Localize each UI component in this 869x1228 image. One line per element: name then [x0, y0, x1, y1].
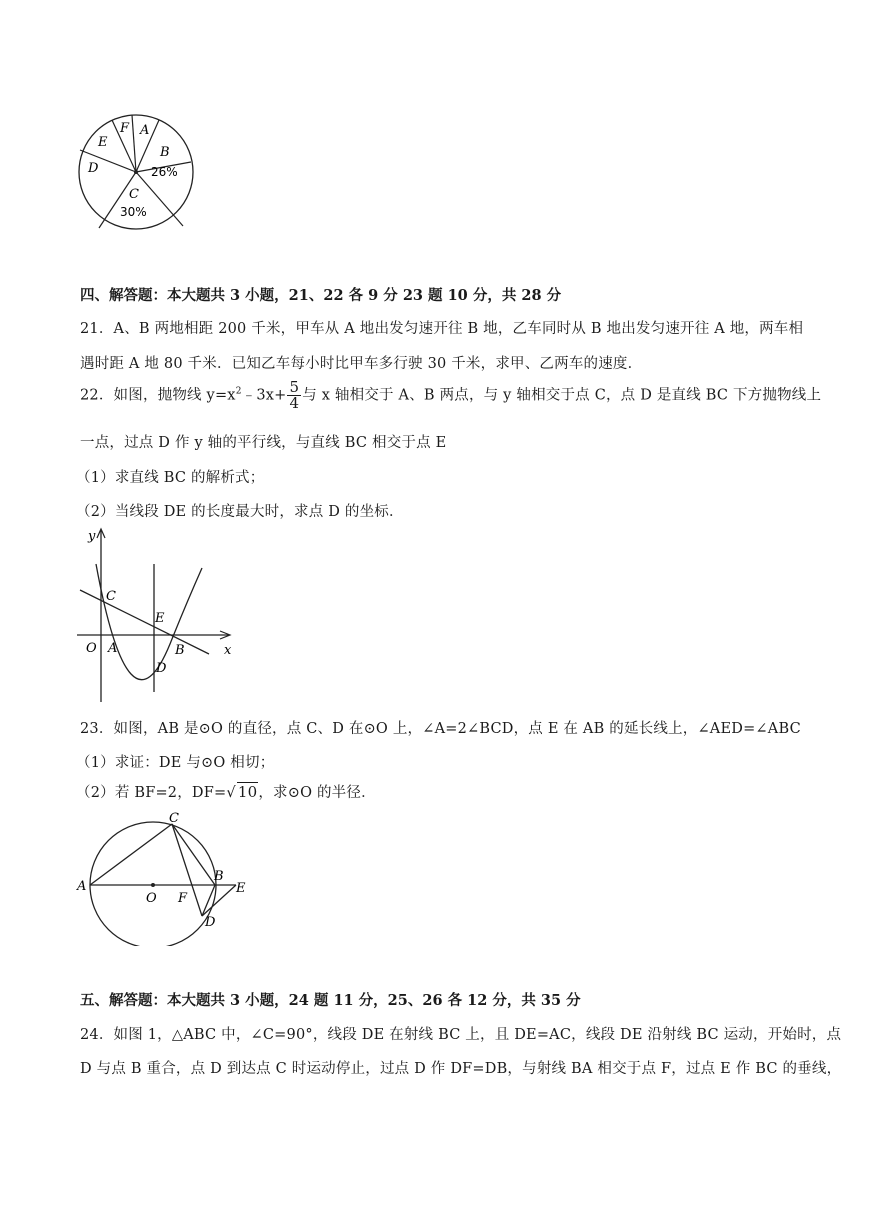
q22-mid: ﹣3x+ [241, 387, 287, 404]
pie-label-e: E [98, 135, 108, 150]
parabola-label-b: B [175, 643, 185, 658]
section5-heading: 五、解答题：本大题共 3 小题，24 题 11 分，25、26 各 12 分，共 35 分 [80, 992, 581, 1009]
q23-part2-post: ，求⊙O 的半径． [258, 785, 376, 801]
parabola-label-e: E [155, 611, 165, 626]
pie-figure [70, 110, 200, 235]
q22-part1: （1）求直线 BC 的解析式； [76, 470, 265, 486]
q22-sup: 2 [235, 386, 242, 397]
q23-part2: （2）若 BF=2，DF=√ 10，求⊙O 的半径． [76, 783, 376, 801]
q24-line1: 24．如图 1，△ABC 中，∠C=90°，线段 DE 在射线 BC 上，且 DE=AC，线段 DE 沿射线 BC 运动，开始时，点 [80, 1027, 842, 1043]
circle-label-c: C [169, 811, 179, 826]
circle-label-f: F [178, 891, 188, 906]
pie-label-a: A [140, 123, 150, 138]
pie-label-f: F [120, 121, 130, 136]
parabola-label-d: D [156, 661, 167, 676]
circle-label-d: D [205, 915, 216, 930]
q22-fraction [287, 380, 301, 411]
q24-line2: D 与点 B 重合，点 D 到达点 C 时运动停止，过点 D 作 DF=DB，与射线 BA 相交于点 F，过点 E 作 BC 的垂线， [80, 1061, 842, 1077]
parabola-label-c: C [106, 589, 116, 604]
pie-label-b: B [160, 145, 170, 160]
q23-part1: （1）求证：DE 与⊙O 相切； [76, 755, 275, 771]
q22-frac-num: 5 [289, 378, 300, 396]
q22-intro-pre: 22．如图，抛物线 y=x [80, 387, 236, 404]
circle-label-a: A [77, 879, 87, 894]
circle-label-b: B [214, 869, 224, 884]
parabola-label-o: O [86, 641, 97, 656]
parabola-label-y: y [88, 529, 96, 544]
q23-line1: 23．如图，AB 是⊙O 的直径，点 C、D 在⊙O 上，∠A=2∠BCD，点 E 在 AB 的延长线上，∠AED=∠ABC [80, 721, 801, 737]
pie-label-d: D [88, 161, 99, 176]
parabola-figure [74, 524, 239, 704]
q21-line2: 遇时距 A 地 80 千米．已知乙车每小时比甲车多行驶 30 千米，求甲、乙两车的速度． [80, 356, 643, 372]
parabola-label-x: x [224, 643, 232, 658]
q23-sqrt-value: 10 [237, 783, 258, 801]
circle-label-e: E [236, 881, 246, 896]
circle-label-o: O [146, 891, 157, 906]
q22-line2: 一点，过点 D 作 y 轴的平行线，与直线 BC 相交于点 E [80, 435, 447, 451]
pie-percent-c: 30% [120, 205, 147, 219]
circle-figure [74, 806, 254, 946]
pie-label-c: C [129, 187, 139, 202]
q22-frac-den: 4 [289, 394, 300, 412]
section4-heading: 四、解答题：本大题共 3 小题，21、22 各 9 分 23 题 10 分，共 28 分 [80, 287, 562, 304]
q23-part2-pre: （2）若 BF=2，DF= [76, 785, 227, 801]
parabola-label-a: A [108, 641, 118, 656]
q22-part2: （2）当线段 DE 的长度最大时，求点 D 的坐标． [76, 504, 404, 520]
pie-percent-b: 26% [151, 165, 178, 179]
q22-intro-post: 与 x 轴相交于 A、B 两点，与 y 轴相交于点 C，点 D 是直线 BC 下方抛物线上 [302, 387, 822, 404]
q22-line1 [80, 380, 821, 411]
q21-line1: 21．A、B 两地相距 200 千米，甲车从 A 地出发匀速开往 B 地，乙车同时从 B 地出发匀速开往 A 地，两车相 [80, 321, 804, 337]
